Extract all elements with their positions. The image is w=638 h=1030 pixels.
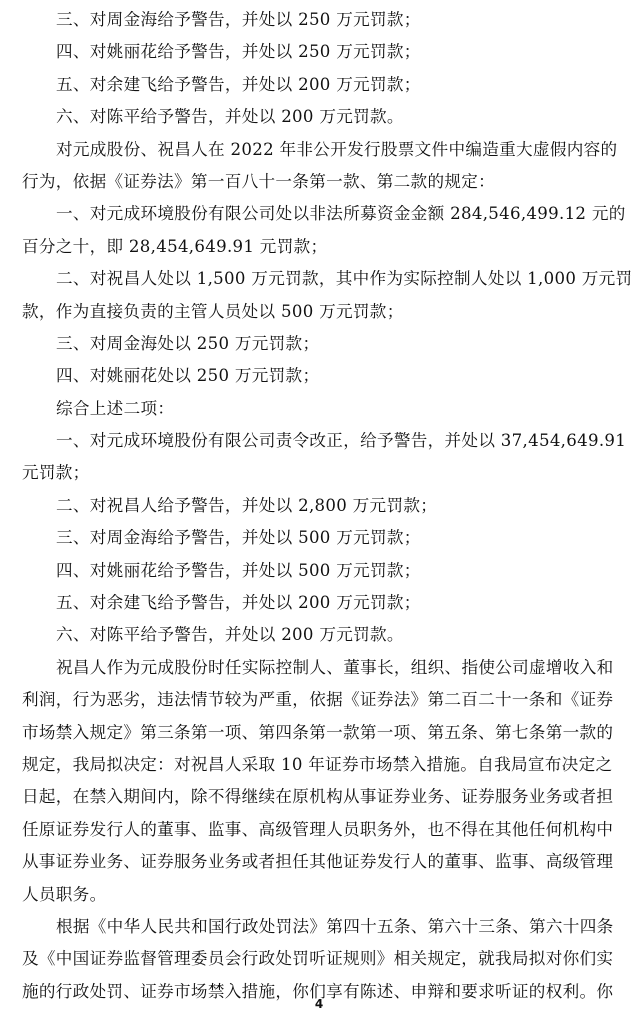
text-line: 四、对姚丽花给予警告，并处以 250 万元罚款；	[56, 42, 421, 62]
text-line: 利润，行为恶劣，违法情节较为严重，依据《证券法》第二百二十一条和《证券	[22, 690, 614, 710]
text-line: 综合上述二项：	[56, 398, 175, 418]
text-line: 施的行政处罚、证券市场禁入措施，你们享有陈述、申辩和要求听证的权利。你	[22, 981, 614, 1001]
text-line: 三、对周金海给予警告，并处以 500 万元罚款；	[56, 528, 421, 548]
text-line: 行为，依据《证券法》第一百八十一条第一款、第二款的规定：	[22, 171, 496, 191]
text-line: 任原证券发行人的董事、监事、高级管理人员职务外，也不得在其他任何机构中	[22, 819, 614, 839]
text-line: 五、对余建飞给予警告，并处以 200 万元罚款；	[56, 74, 421, 94]
page-number: 4	[314, 997, 324, 1011]
text-line: 六、对陈平给予警告，并处以 200 万元罚款。	[56, 107, 404, 127]
text-line: 二、对祝昌人处以 1,500 万元罚款，其中作为实际控制人处以 1,000 万元罚	[56, 269, 633, 289]
text-line: 及《中国证券监督管理委员会行政处罚听证规则》相关规定，就我局拟对你们实	[22, 949, 614, 969]
text-line: 四、对姚丽花处以 250 万元罚款；	[56, 366, 320, 386]
text-line: 从事证券业务、证券服务业务或者担任其他证券发行人的董事、监事、高级管理	[22, 852, 614, 872]
text-line: 一、对元成环境股份有限公司处以非法所募资金金额 284,546,499.12 元的	[56, 204, 626, 224]
text-line: 对元成股份、祝昌人在 2022 年非公开发行股票文件中编造重大虚假内容的	[56, 139, 618, 159]
text-line: 五、对余建飞给予警告，并处以 200 万元罚款；	[56, 593, 421, 613]
text-line: 元罚款；	[22, 463, 90, 483]
text-line: 规定，我局拟决定：对祝昌人采取 10 年证券市场禁入措施。自我局宣布决定之	[22, 754, 613, 774]
text-line: 人员职务。	[22, 884, 107, 904]
text-line: 一、对元成环境股份有限公司责令改正，给予警告，并处以 37,454,649.91	[56, 431, 627, 451]
text-line: 三、对周金海给予警告，并处以 250 万元罚款；	[56, 10, 421, 29]
text-line: 百分之十，即 28,454,649.91 元罚款；	[22, 236, 328, 256]
document-page	[22, 4, 633, 1008]
text-line: 市场禁入规定》第三条第一项、第四条第一款第一项、第五条、第七条第一款的	[22, 722, 614, 742]
text-line: 六、对陈平给予警告，并处以 200 万元罚款。	[56, 625, 404, 645]
text-line: 祝昌人作为元成股份时任实际控制人、董事长，组织、指使公司虚增收入和	[56, 657, 614, 677]
text-line: 款，作为直接负责的主管人员处以 500 万元罚款；	[22, 301, 404, 321]
text-line: 日起，在禁入期间内，除不得继续在原机构从事证券业务、证券服务业务或者担	[22, 787, 614, 807]
text-line: 三、对周金海处以 250 万元罚款；	[56, 333, 320, 353]
text-line: 根据《中华人民共和国行政处罚法》第四十五条、第六十三条、第六十四条	[56, 916, 614, 936]
text-line: 四、对姚丽花给予警告，并处以 500 万元罚款；	[56, 560, 421, 580]
text-line: 二、对祝昌人给予警告，并处以 2,800 万元罚款；	[56, 495, 438, 515]
